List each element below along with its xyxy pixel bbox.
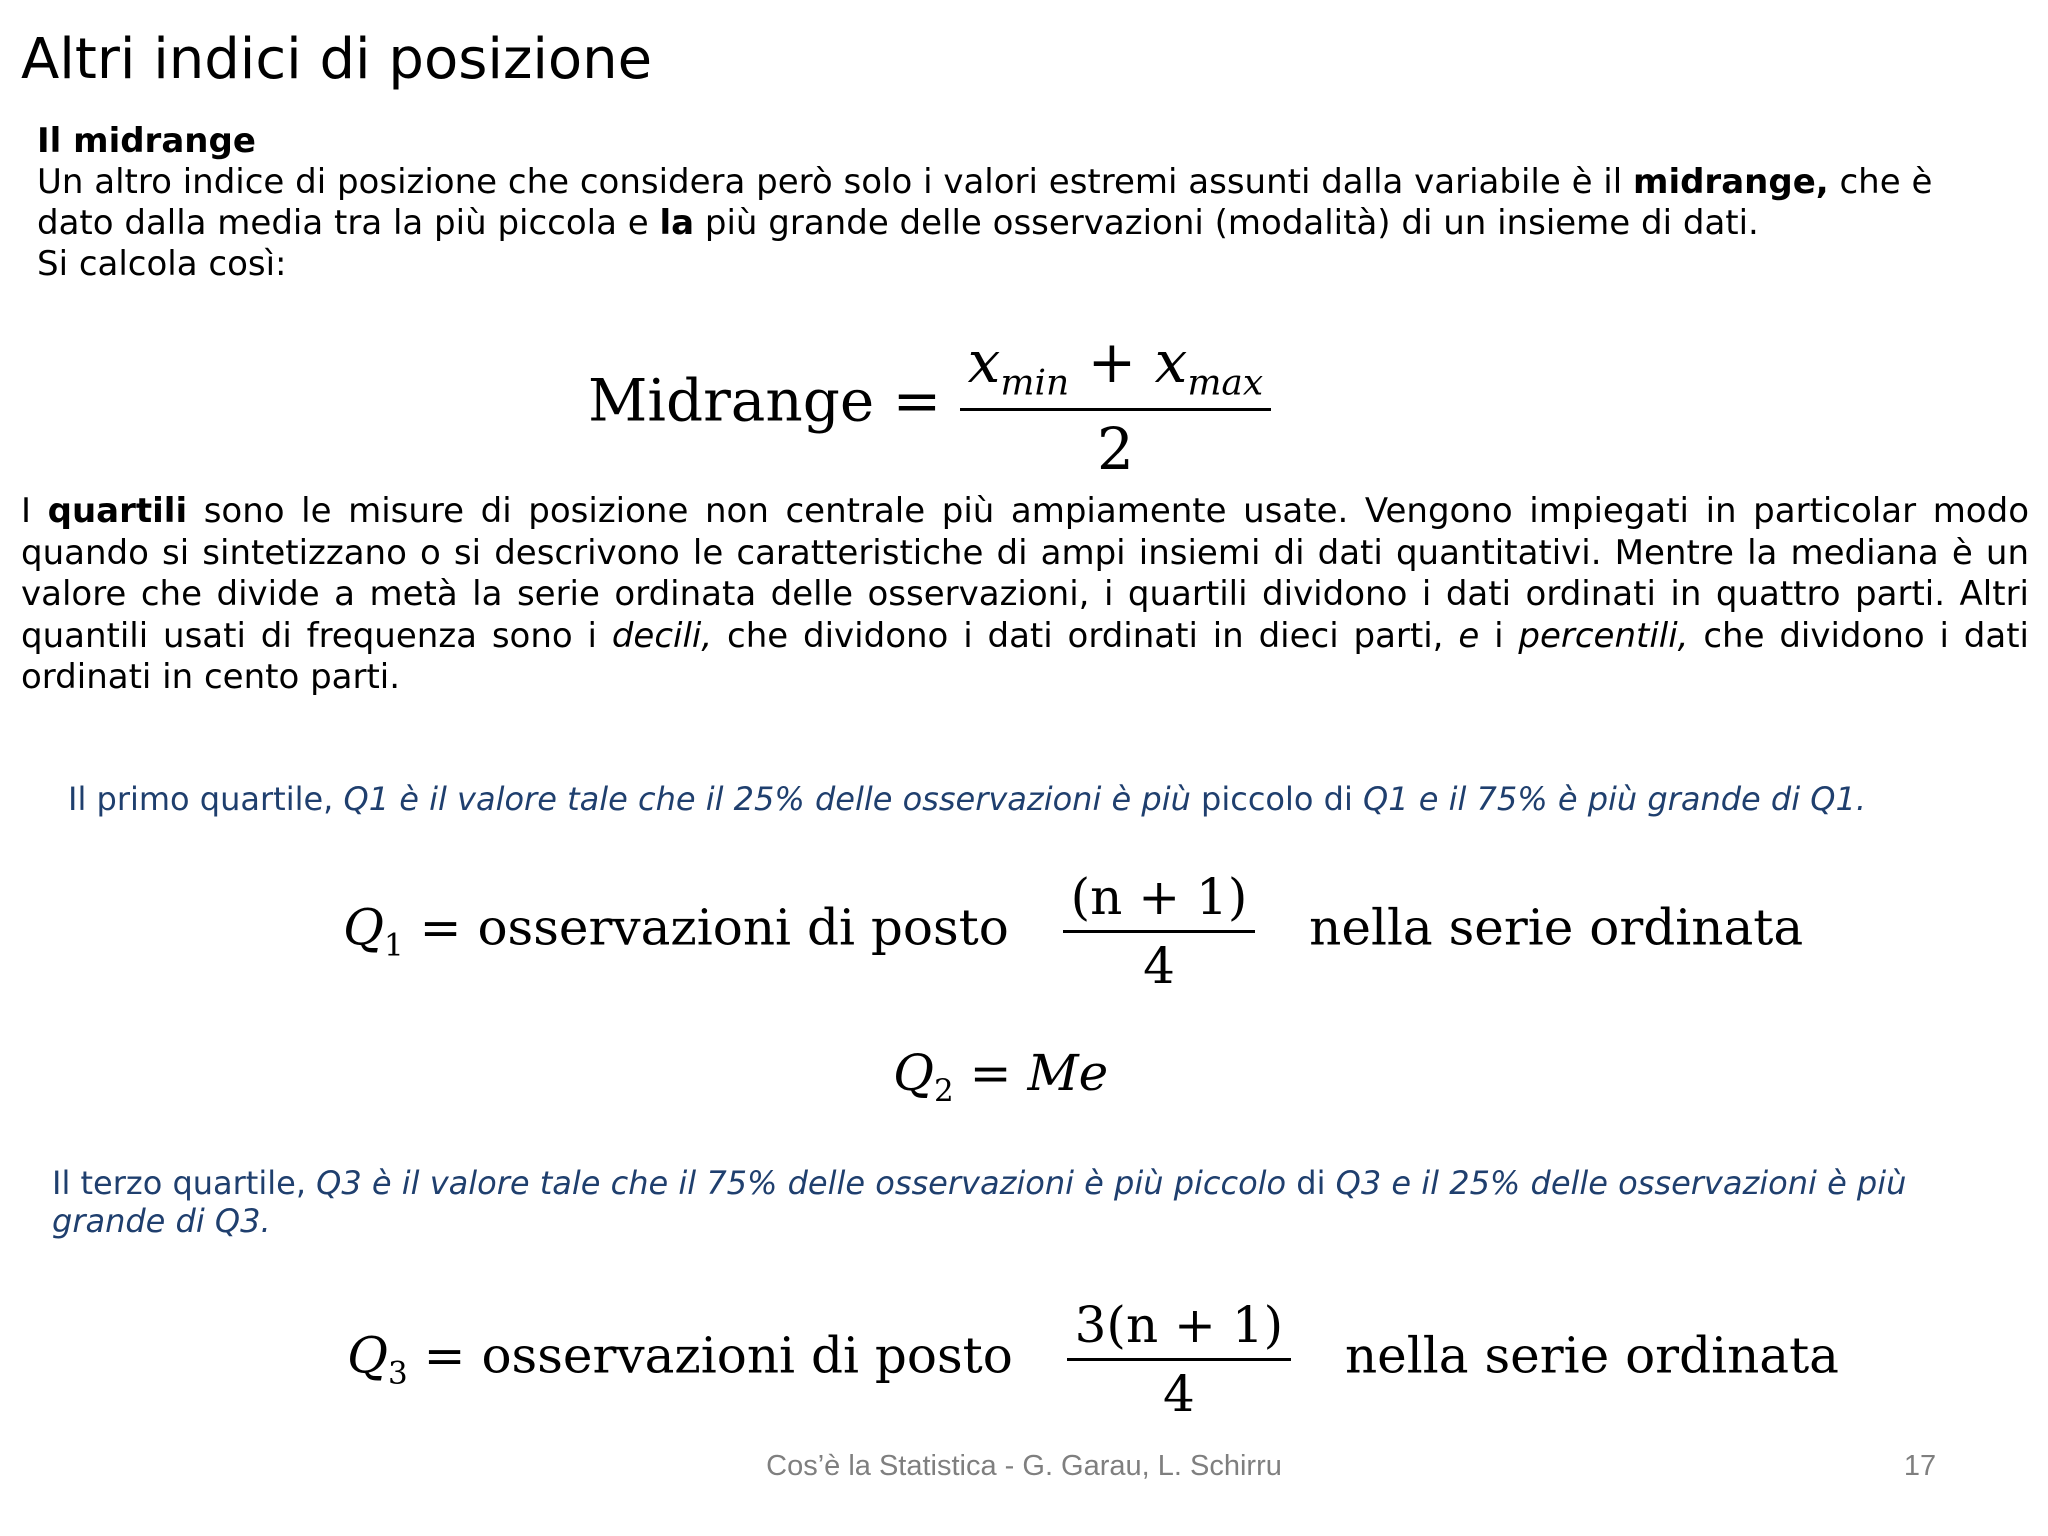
midrange-definition: [37, 162, 2017, 244]
q1-words: osservazioni di posto: [477, 898, 1009, 957]
q1-numerator: (n + 1): [1063, 868, 1256, 933]
midrange-plus: +: [1087, 328, 1137, 396]
q1-note-italic-2: Q1 e il 75% è più grande di Q1.: [1363, 780, 1866, 818]
q1-denominator: 4: [1143, 937, 1175, 995]
midrange-text-1: Un altro indice di posizione che considera però solo i valori estremi assunti dalla variabile è il: [37, 162, 1634, 202]
q2-equals: =: [969, 1044, 1012, 1102]
q2-symbol: Q: [893, 1044, 934, 1102]
q1-subscript: 1: [384, 927, 404, 964]
quartili-bold-term: quartili: [47, 491, 188, 531]
q3-denominator: 4: [1162, 1365, 1195, 1423]
q1-note-text-2: piccolo di: [1190, 780, 1364, 818]
quartili-text-1: I: [21, 491, 48, 531]
midrange-formula-fraction: [960, 328, 1271, 483]
midrange-bold-term: midrange,: [1633, 162, 1829, 202]
q3-subscript: 3: [388, 1355, 408, 1392]
q1-symbol: Q: [343, 898, 384, 957]
quartili-decili: decili,: [611, 615, 713, 656]
q3-note-text-2: di: [1286, 1164, 1336, 1202]
midrange-text-2: che è dato dalla media tra la più piccola e: [37, 162, 1933, 243]
q3-formula: [347, 1296, 1839, 1423]
quartili-text-2: sono le misure di posizione non centrale più ampiamente usate. Vengono impiegati in particolar modo quando si sintetizzano o si descrivono le caratteristiche di ampi insiemi di dati quantitativi. Mentre la mediana è un valore che divide a metà la serie ordinata delle osservazioni, i quartili dividono i dati ordinati in quattro parti. Altri quantili usati di frequenza sono i: [21, 491, 2029, 656]
midrange-section: [37, 121, 2017, 285]
midrange-formula-numerator: [960, 328, 1271, 411]
q3-note-italic-1: Q3 è il valore tale che il 75% delle osservazioni è più piccolo: [316, 1164, 1287, 1202]
q3-note-italic-2: Q3 e il 25% delle osservazioni è più grande di Q3.: [52, 1164, 1907, 1240]
midrange-sub-max: max: [1187, 362, 1264, 404]
midrange-x-max: x: [1154, 328, 1188, 396]
slide-title: Altri indici di posizione: [21, 27, 653, 92]
q3-symbol: Q: [347, 1326, 388, 1385]
quartili-text-3: che dividono i dati ordinati in dieci parti,: [712, 615, 1459, 656]
q1-note-text-1: Il primo quartile,: [68, 780, 344, 818]
midrange-text-3: più grande delle osservazioni (modalità) di un insieme di dati.: [694, 203, 1759, 243]
q1-equals: =: [419, 898, 462, 957]
q2-rhs: Me: [1027, 1044, 1109, 1102]
q1-formula: [343, 868, 1803, 995]
midrange-x-min: x: [967, 328, 1001, 396]
page-number: 17: [1903, 1450, 1937, 1482]
q3-note-text-1: Il terzo quartile,: [52, 1164, 317, 1202]
q3-numerator: 3(n + 1): [1067, 1296, 1292, 1361]
q3-tail: nella serie ordinata: [1344, 1326, 1839, 1385]
midrange-sub-min: min: [1000, 362, 1070, 404]
quartili-text-5: che dividono i dati ordinati in cento parti.: [21, 615, 2029, 697]
quartili-italic-e: e: [1458, 615, 1480, 656]
midrange-formula-denominator: 2: [1096, 414, 1134, 483]
quartili-percentili: percentili,: [1518, 615, 1689, 656]
midrange-calc-line: Si calcola così:: [37, 244, 287, 284]
midrange-formula: [588, 328, 1271, 483]
q3-fraction: [1067, 1296, 1292, 1423]
midrange-bold-la: la: [659, 203, 695, 243]
q1-description: [68, 780, 2028, 818]
quartili-paragraph: [21, 491, 2029, 699]
q1-fraction: [1063, 868, 1256, 995]
q3-description: [52, 1164, 2012, 1240]
quartili-text-4: i: [1479, 615, 1519, 656]
midrange-formula-equals: =: [892, 366, 942, 435]
q2-formula: [893, 1044, 1108, 1109]
q2-subscript: 2: [934, 1072, 954, 1109]
midrange-heading: Il midrange: [37, 121, 256, 161]
q3-equals: =: [423, 1326, 466, 1385]
q1-tail: nella serie ordinata: [1309, 898, 1804, 957]
midrange-formula-lhs: Midrange: [588, 366, 875, 435]
slide-footer: Cos’è la Statistica - G. Garau, L. Schirru: [766, 1450, 1282, 1482]
q3-words: osservazioni di posto: [481, 1326, 1013, 1385]
q1-note-italic-1: Q1 è il valore tale che il 25% delle osservazioni è più: [343, 780, 1191, 818]
